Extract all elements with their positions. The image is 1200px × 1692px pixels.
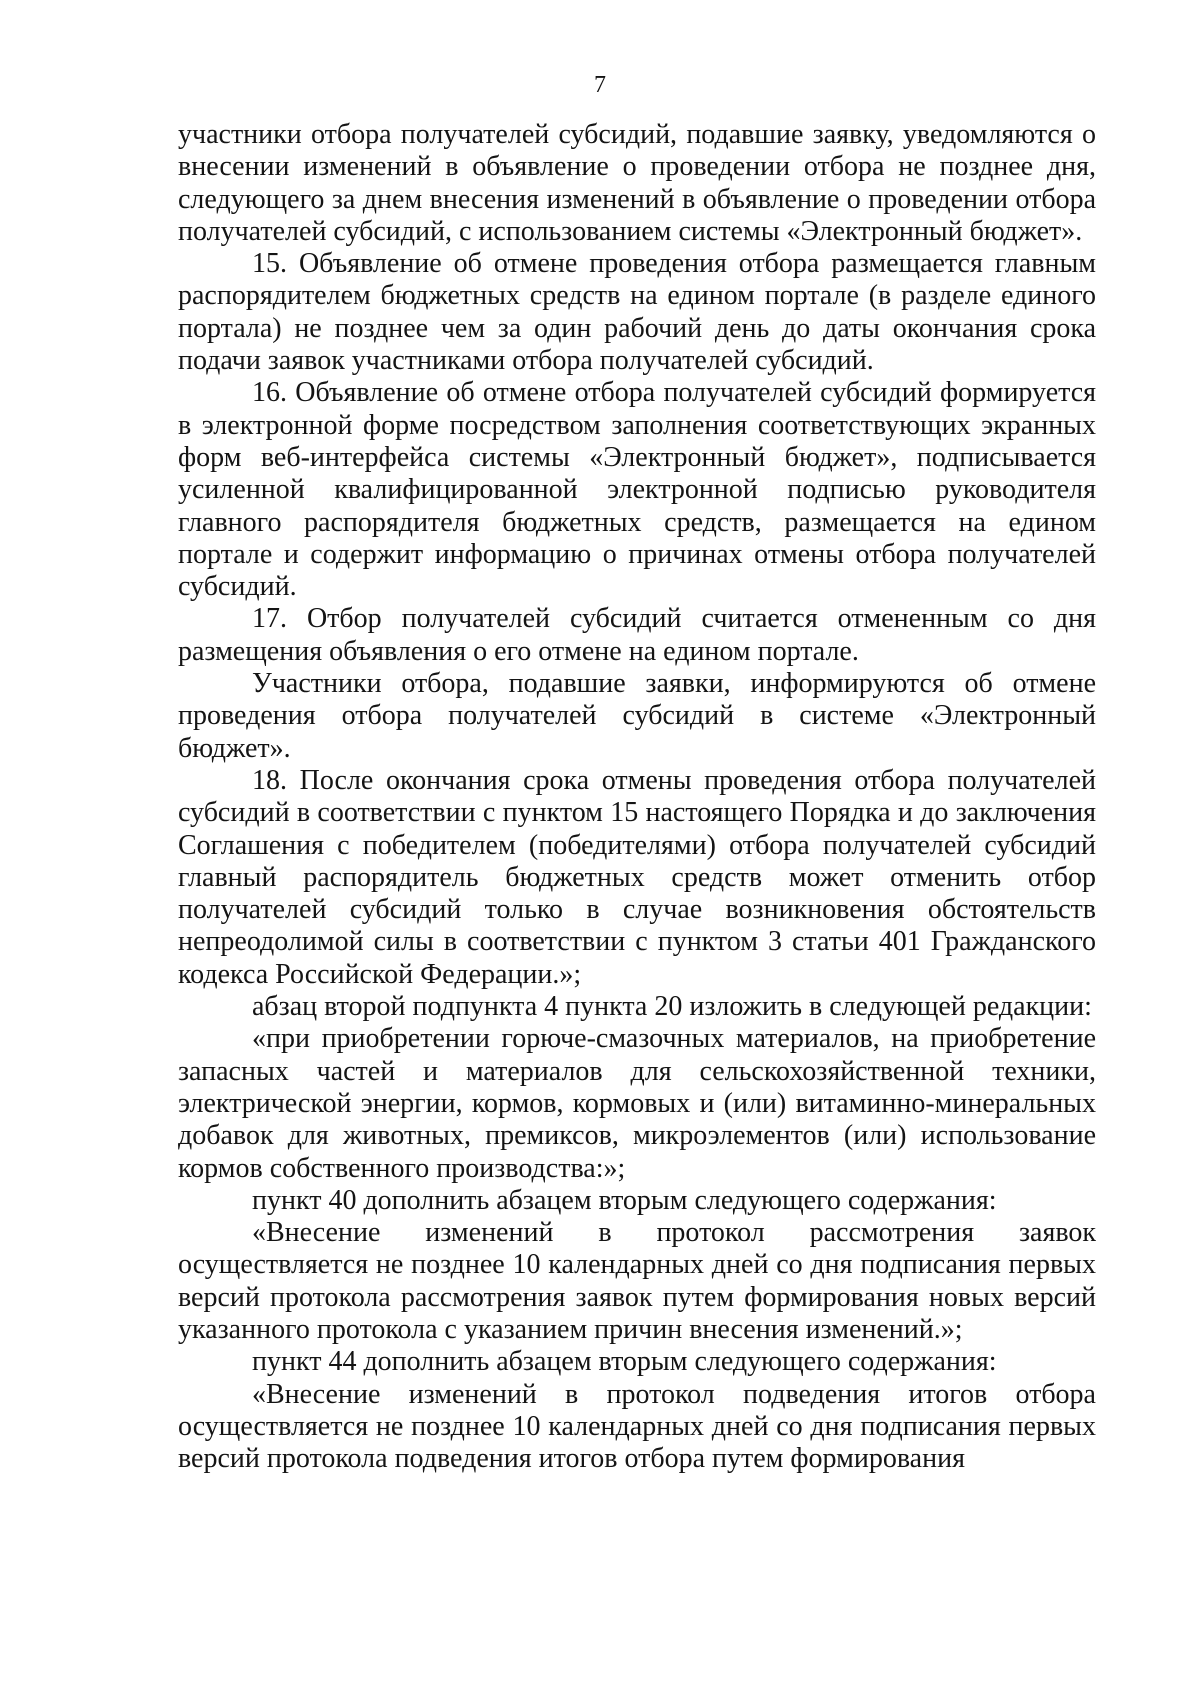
paragraph-participants: Участники отбора, подавшие заявки, информируются об отмене проведения отбора получателей субсидий в системе «Электронный бюджет». <box>178 668 1096 764</box>
paragraph-item-16: 16. Объявление об отмене отбора получателей субсидий формируется в электронной форме посредством заполнения соответствующих экранных форм веб-интерфейса системы «Электронный бюджет», подписывается усиленной квалифицированной электронной подписью руководителя главного распорядителя бюджетных средств, размещается на едином портале и содержит информацию о причинах отмены отбора получателей субсидий. <box>178 377 1096 603</box>
document-body <box>178 119 1096 1475</box>
paragraph-amendment-40: пункт 40 дополнить абзацем вторым следующего содержания: <box>252 1184 997 1216</box>
paragraph-amendment-44: пункт 44 дополнить абзацем вторым следующего содержания: <box>252 1346 997 1378</box>
paragraph-item-15: 15. Объявление об отмене проведения отбора размещается главным распорядителем бюджетных средств на едином портале (в разделе единого портала) не позднее чем за один рабочий день до даты окончания срока подачи заявок участниками отбора получателей субсидий. <box>178 248 1096 377</box>
paragraph-amendment-20: абзац второй подпункта 4 пункта 20 изложить в следующей редакции: <box>252 991 1092 1023</box>
paragraph-continuation: участники отбора получателей субсидий, подавшие заявку, уведомляются о внесении изменений в объявление о проведении отбора не позднее дня, следующего за днем внесения изменений в объявление о проведении отбора получателей субсидий, с использованием системы «Электронный бюджет». <box>178 119 1096 247</box>
paragraph-item-18: 18. После окончания срока отмены проведения отбора получателей субсидий в соответствии с пунктом 15 настоящего Порядка и до заключения Соглашения с победителем (победителями) отбора получателей субсидий главный распорядитель бюджетных средств может отменить отбор получателей субсидий только в случае возникновения обстоятельств непреодолимой силы в соответствии с пунктом 3 статьи 401 Гражданского кодекса Российской Федерации.»; <box>178 764 1096 990</box>
paragraph-item-17: 17. Отбор получателей субсидий считается отмененным со дня размещения объявления о его отмене на едином портале. <box>178 603 1096 667</box>
paragraph-quote-review-protocol: «Внесение изменений в протокол рассмотрения заявок осуществляется не позднее 10 календарных дней со дня подписания первых версий протокола рассмотрения заявок путем формирования новых версий указанного протокола с указанием причин внесения изменений.»; <box>178 1217 1096 1345</box>
paragraph-quote-results-protocol: «Внесение изменений в протокол подведения итогов отбора осуществляется не позднее 10 календарных дней со дня подписания первых версий протокола подведения итогов отбора путем формирования <box>178 1378 1096 1475</box>
paragraph-quote-fuel: «при приобретении горюче-смазочных материалов, на приобретение запасных частей и материалов для сельскохозяйственной техники, электрической энергии, кормов, кормовых и (или) витаминно-минеральных добавок для животных, премиксов, микроэлементов (или) использование кормов собственного производства:»; <box>178 1023 1096 1184</box>
page-number: 7 <box>594 72 606 98</box>
